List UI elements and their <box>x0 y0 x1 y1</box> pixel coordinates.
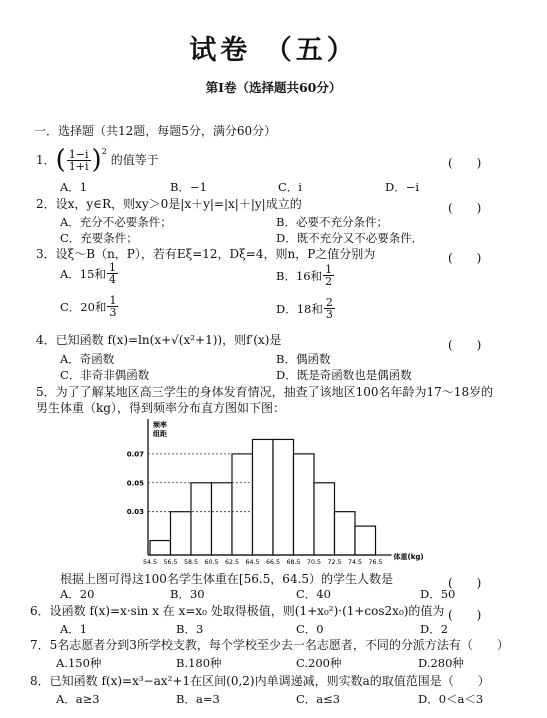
page-title: 试卷 （五） <box>189 35 358 66</box>
histogram-bar <box>232 454 253 555</box>
q4-option-a: A．奇函数 <box>60 352 115 366</box>
q8-option-a: A．a≥3 <box>56 692 100 706</box>
x-tick-label: 68.5 <box>286 559 301 566</box>
q2-option-a: A．充分不必要条件； <box>60 215 172 229</box>
x-tick-label: 64.5 <box>245 559 260 566</box>
q7-option-d: D.280种 <box>418 656 464 670</box>
q7-option-c: C.200种 <box>296 656 342 670</box>
question-7: 7．5名志愿者分到3所学校支教，每个学校至少去一名志愿者，不同的分派方法有（ ） <box>30 638 509 652</box>
question-5-line1: 5．为了了解某地区高三学生的身体发育情况，抽查了该地区100名年龄为17～18岁的 <box>36 385 494 399</box>
histogram-bar <box>171 512 192 555</box>
section-heading: 一．选择题（共12题，每题5分，满分60分） <box>34 124 277 138</box>
q1-fraction: $\frac{1-i}{1+i}$ <box>68 147 89 173</box>
q5-option-d: D．50 <box>420 587 456 601</box>
q4-option-b: B．偶函数 <box>276 352 331 366</box>
histogram-bar <box>314 483 335 555</box>
y-axis-label-top: 频率 <box>153 421 167 429</box>
q4-option-d: D．既是奇函数也是偶函数 <box>276 368 412 382</box>
q7-option-b: B.180种 <box>176 656 222 670</box>
q4-option-c: C．非奇非偶函数 <box>60 368 150 382</box>
x-tick-label: 74.5 <box>347 559 363 566</box>
x-axis-label: 体重(kg) <box>393 553 424 561</box>
histogram-bar <box>191 483 212 555</box>
q5-answer-paren: ( ) <box>448 576 482 590</box>
q6-option-c: C．0 <box>296 622 324 636</box>
q3-option-c: C．20和 $\frac{1}{3}$ <box>60 294 117 319</box>
q6-option-a: A．1 <box>60 622 88 636</box>
histogram-bar <box>212 483 233 555</box>
y-axis-label-bottom: 组距 <box>153 430 167 438</box>
q1-number: 1． <box>36 153 56 167</box>
x-tick-label: 56.5 <box>163 559 178 566</box>
q2-answer-paren: ( ) <box>448 201 482 215</box>
q1-option-b: B．−1 <box>170 180 207 194</box>
y-tick-label: 0.07 <box>126 450 144 459</box>
x-tick-label: 70.5 <box>306 559 322 566</box>
q6-option-b: B．3 <box>176 622 204 636</box>
y-tick-label: 0.03 <box>126 508 144 517</box>
q1-answer-paren: ( ) <box>448 156 482 170</box>
histogram-bar <box>335 512 356 555</box>
x-tick-label: 58.5 <box>183 559 199 566</box>
q8-option-d: D．0＜a＜3 <box>418 692 484 706</box>
question-2: 2．设x，y∈R，则xy＞0是|x＋y|=|x|＋|y|成立的 <box>36 197 302 211</box>
y-tick-label: 0.05 <box>126 479 144 488</box>
question-6: 6．设函数 f(x)=x·sin x 在 x=x₀ 处取得极值，则(1+x₀²)·(1+cos2x₀)的值为 <box>30 604 445 618</box>
question-4: 4．已知函数 f(x)=ln(x+√(x²+1))，则f′(x)是 <box>36 333 282 347</box>
q5-option-b: B．30 <box>170 587 205 601</box>
x-tick-label: 72.5 <box>327 559 342 566</box>
x-tick-label: 76.5 <box>368 559 383 566</box>
q1-option-c: C．i <box>278 180 302 194</box>
question-5-ask: 根据上图可得这100名学生体重在[56.5，64.5）的学生人数是 <box>60 572 394 586</box>
section-subtitle: 第Ⅰ卷（选择题共60分） <box>205 80 342 95</box>
histogram-bar <box>355 526 376 555</box>
histogram-bar <box>150 541 171 555</box>
q8-option-c: C．a≤3 <box>296 692 341 706</box>
q6-option-d: D．2 <box>420 622 449 636</box>
question-5-line2: 男生体重（kg），得到频率分布直方图如下图： <box>36 401 285 415</box>
x-tick-label: 54.5 <box>142 559 158 566</box>
q1-option-a: A．1 <box>60 180 88 194</box>
histogram-bar <box>253 439 274 555</box>
q6-answer-paren: ( ) <box>448 608 482 622</box>
x-tick-label: 62.5 <box>224 559 240 566</box>
q2-option-c: C．充要条件； <box>60 231 138 245</box>
q2-option-d: D．既不充分又不必要条件． <box>276 231 424 245</box>
histogram-bar <box>273 439 294 555</box>
histogram-chart <box>100 415 424 575</box>
q3-option-a: A．15和 $\frac{1}{4}$ <box>60 261 116 286</box>
x-tick-label: 66.5 <box>265 559 281 566</box>
q2-option-b: B．必要不充分条件； <box>276 215 388 229</box>
q7-option-a: A.150种 <box>56 656 102 670</box>
q1-stem: 的值等于 <box>110 153 159 167</box>
question-1: 1． ( $\frac{1-i}{1+i}$ ) $^2$ 的值等于 <box>36 145 159 175</box>
histogram-bar <box>294 454 315 555</box>
q3-option-b: B．16和 $\frac{1}{2}$ <box>276 263 333 288</box>
q3-answer-paren: ( ) <box>448 251 482 265</box>
q3-option-d: D．18和 $\frac{2}{3}$ <box>276 296 333 321</box>
question-8: 8．已知函数 f(x)=x³−ax²+1在区间(0,2)内单调递减，则实数a的取值范围是（ ） <box>30 674 490 688</box>
x-tick-label: 60.5 <box>204 559 219 566</box>
q8-option-b: B．a=3 <box>176 692 220 706</box>
q1-option-d: D．−i <box>385 180 420 194</box>
q5-option-c: C．40 <box>296 587 331 601</box>
q5-option-a: A．20 <box>60 587 95 601</box>
q4-answer-paren: ( ) <box>448 338 482 352</box>
question-3: 3．设ξ～B（n，P），若有Eξ=12，Dξ=4，则n，P之值分别为 <box>36 247 376 261</box>
